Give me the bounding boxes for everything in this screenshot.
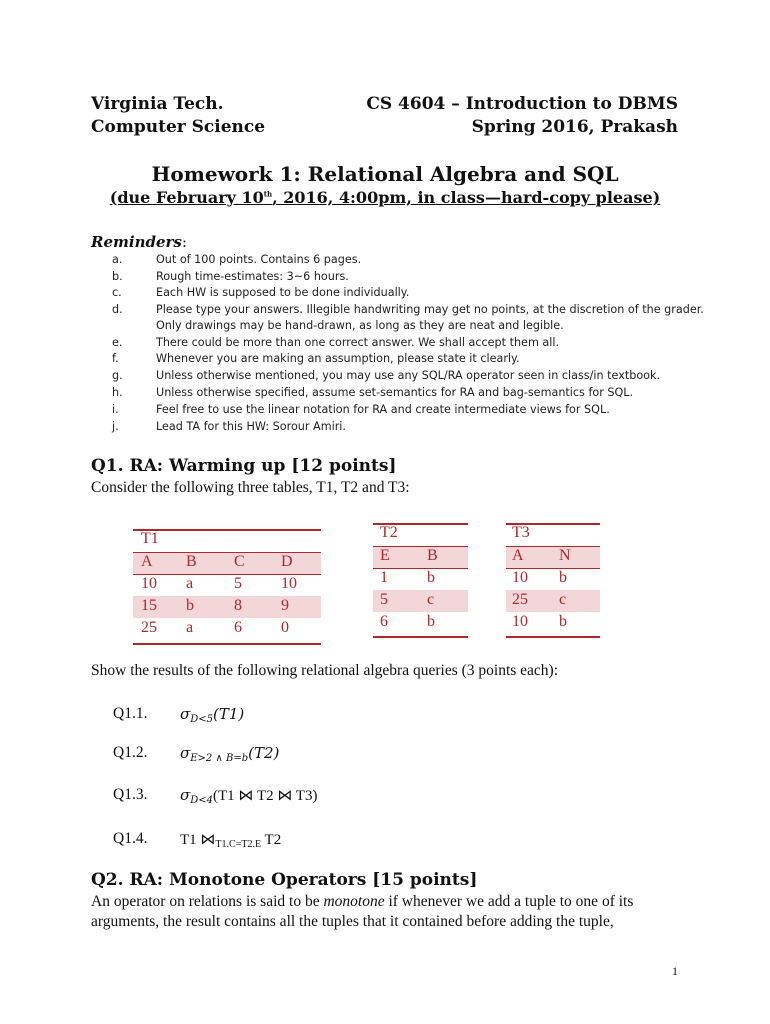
table-cell: c	[427, 591, 435, 608]
list-letter: c.	[112, 286, 122, 299]
list-letter: h.	[112, 386, 123, 399]
table-header: E	[380, 547, 390, 564]
term-instructor: Spring 2016, Prakash	[471, 117, 678, 137]
query-label: Q1.4.	[113, 830, 148, 847]
list-text: Lead TA for this HW: Sorour Amiri.	[156, 420, 346, 433]
page-title: Homework 1: Relational Algebra and SQL	[151, 162, 619, 186]
list-text: Each HW is supposed to be done individually.	[156, 286, 410, 299]
reminders-label: Reminders	[91, 233, 182, 251]
table-t2	[373, 520, 468, 642]
list-text: Only drawings may be hand-drawn, as long as they are neat and legible.	[156, 319, 564, 332]
table-cell: 5	[234, 575, 242, 592]
query-label: Q1.2.	[113, 744, 148, 761]
table-header: B	[186, 553, 197, 570]
q1-intro: Consider the following three tables, T1, T2 and T3:	[91, 479, 410, 496]
table-cell: c	[559, 591, 567, 608]
sigma-symbol: σ	[180, 786, 191, 804]
due-prefix: (due February 10	[109, 188, 264, 207]
sigma-symbol: σ	[180, 705, 191, 723]
table-header: B	[427, 547, 438, 564]
reminders-list	[112, 253, 712, 443]
reminders-heading: Reminders:	[91, 233, 187, 251]
q2-paragraph-line	[91, 893, 633, 911]
table-cell: b	[427, 613, 435, 630]
list-letter: d.	[112, 302, 123, 316]
table-header: A	[512, 547, 524, 564]
table-cell: 10	[512, 569, 528, 586]
table-cell: 25	[512, 591, 528, 608]
table-cell: 0	[281, 619, 289, 636]
table-rule	[133, 552, 321, 553]
table-rule	[133, 529, 321, 531]
page-number: 1	[672, 964, 678, 978]
q1-prompt: Show the results of the following relational algebra queries (3 points each):	[91, 662, 559, 679]
table-header: C	[234, 553, 245, 570]
table-cell: 25	[141, 619, 157, 636]
query-condition: D<5	[190, 714, 214, 725]
table-name: T3	[512, 524, 530, 541]
table-rule	[133, 643, 321, 645]
department-name: Computer Science	[91, 117, 266, 137]
table-cell: 8	[234, 597, 242, 614]
table-cell: 6	[380, 613, 388, 630]
list-text: Rough time-estimates: 3~6 hours.	[156, 269, 349, 283]
table-header: N	[559, 547, 571, 564]
table-cell: a	[186, 575, 194, 592]
table-cell: 1	[380, 569, 388, 586]
query-expression	[180, 744, 279, 764]
q2-text: if whenever we add a tuple to one of its	[384, 893, 634, 910]
table-cell: 10	[512, 613, 528, 630]
table-band	[133, 553, 321, 574]
query-relation: (T2)	[248, 744, 280, 762]
q2-heading: Q2. RA: Monotone Operators [15 points]	[91, 870, 478, 890]
sigma-symbol: σ	[180, 744, 191, 762]
list-letter: i.	[112, 403, 119, 416]
query-condition: E>2 ∧ B=b	[190, 753, 249, 764]
list-text: Whenever you are making an assumption, please state it clearly.	[156, 352, 520, 365]
table-t3	[506, 520, 600, 642]
list-text: Out of 100 points. Contains 6 pages.	[156, 253, 362, 266]
table-cell: b	[427, 569, 435, 586]
q2-text: An operator on relations is said to be	[91, 893, 324, 910]
table-cell: 9	[281, 597, 289, 614]
table-rule	[506, 636, 600, 638]
query-label: Q1.1.	[113, 705, 148, 722]
institution-name: Virginia Tech.	[91, 94, 224, 114]
query-relation: (T1)	[213, 705, 245, 723]
list-text: Unless otherwise specified, assume set-semantics for RA and bag-semantics for SQL.	[156, 386, 634, 399]
course-title: CS 4604 – Introduction to DBMS	[366, 94, 678, 114]
query-left: T1 ⋈	[180, 832, 216, 848]
table-cell: a	[186, 619, 194, 636]
list-letter: j.	[112, 420, 119, 433]
list-letter: e.	[112, 335, 123, 349]
list-letter: g.	[112, 369, 123, 382]
table-cell: b	[186, 597, 194, 614]
list-text: Feel free to use the linear notation for RA and create intermediate views for SQL.	[156, 403, 610, 416]
list-text: Please type your answers. Illegible handwriting may get no points, at the discretion of the grader.	[156, 302, 704, 316]
query-right: T2	[261, 832, 282, 848]
query-expression	[180, 705, 244, 725]
due-sup: th	[263, 189, 273, 199]
query-condition: D<4	[190, 795, 214, 806]
table-name: T2	[380, 524, 398, 541]
due-suffix: , 2016, 4:00pm, in class—hard-copy please)	[272, 188, 661, 207]
table-cell: b	[559, 569, 567, 586]
q2-emphasis: monotone	[323, 893, 385, 910]
list-text: There could be more than one correct answer. We shall accept them all.	[156, 335, 560, 349]
table-rule	[373, 636, 468, 638]
query-condition: T1.C=T2.E	[215, 839, 262, 850]
table-cell: 15	[141, 597, 157, 614]
query-label: Q1.3.	[113, 786, 148, 803]
table-header: A	[141, 553, 153, 570]
table-cell: 5	[380, 591, 388, 608]
list-text: Unless otherwise mentioned, you may use any SQL/RA operator seen in class/in textbook.	[156, 369, 661, 382]
due-date	[0, 188, 770, 207]
table-header: D	[281, 553, 293, 570]
list-letter: f.	[112, 352, 119, 365]
table-cell: 10	[281, 575, 297, 592]
q2-paragraph-line: arguments, the result contains all the tuples that it contained before adding the tuple,	[91, 913, 614, 930]
table-t1	[133, 524, 321, 648]
table-cell: b	[559, 613, 567, 630]
table-cell: 6	[234, 619, 242, 636]
table-band	[133, 596, 321, 618]
query-expression	[180, 786, 317, 806]
list-letter: b.	[112, 269, 123, 283]
q1-heading: Q1. RA: Warming up [12 points]	[91, 456, 397, 476]
query-relation: (T1 ⋈ T2 ⋈ T3)	[213, 788, 318, 804]
query-expression	[180, 830, 281, 850]
table-name: T1	[141, 530, 159, 547]
list-letter: a.	[112, 253, 123, 266]
table-cell: 10	[141, 575, 157, 592]
